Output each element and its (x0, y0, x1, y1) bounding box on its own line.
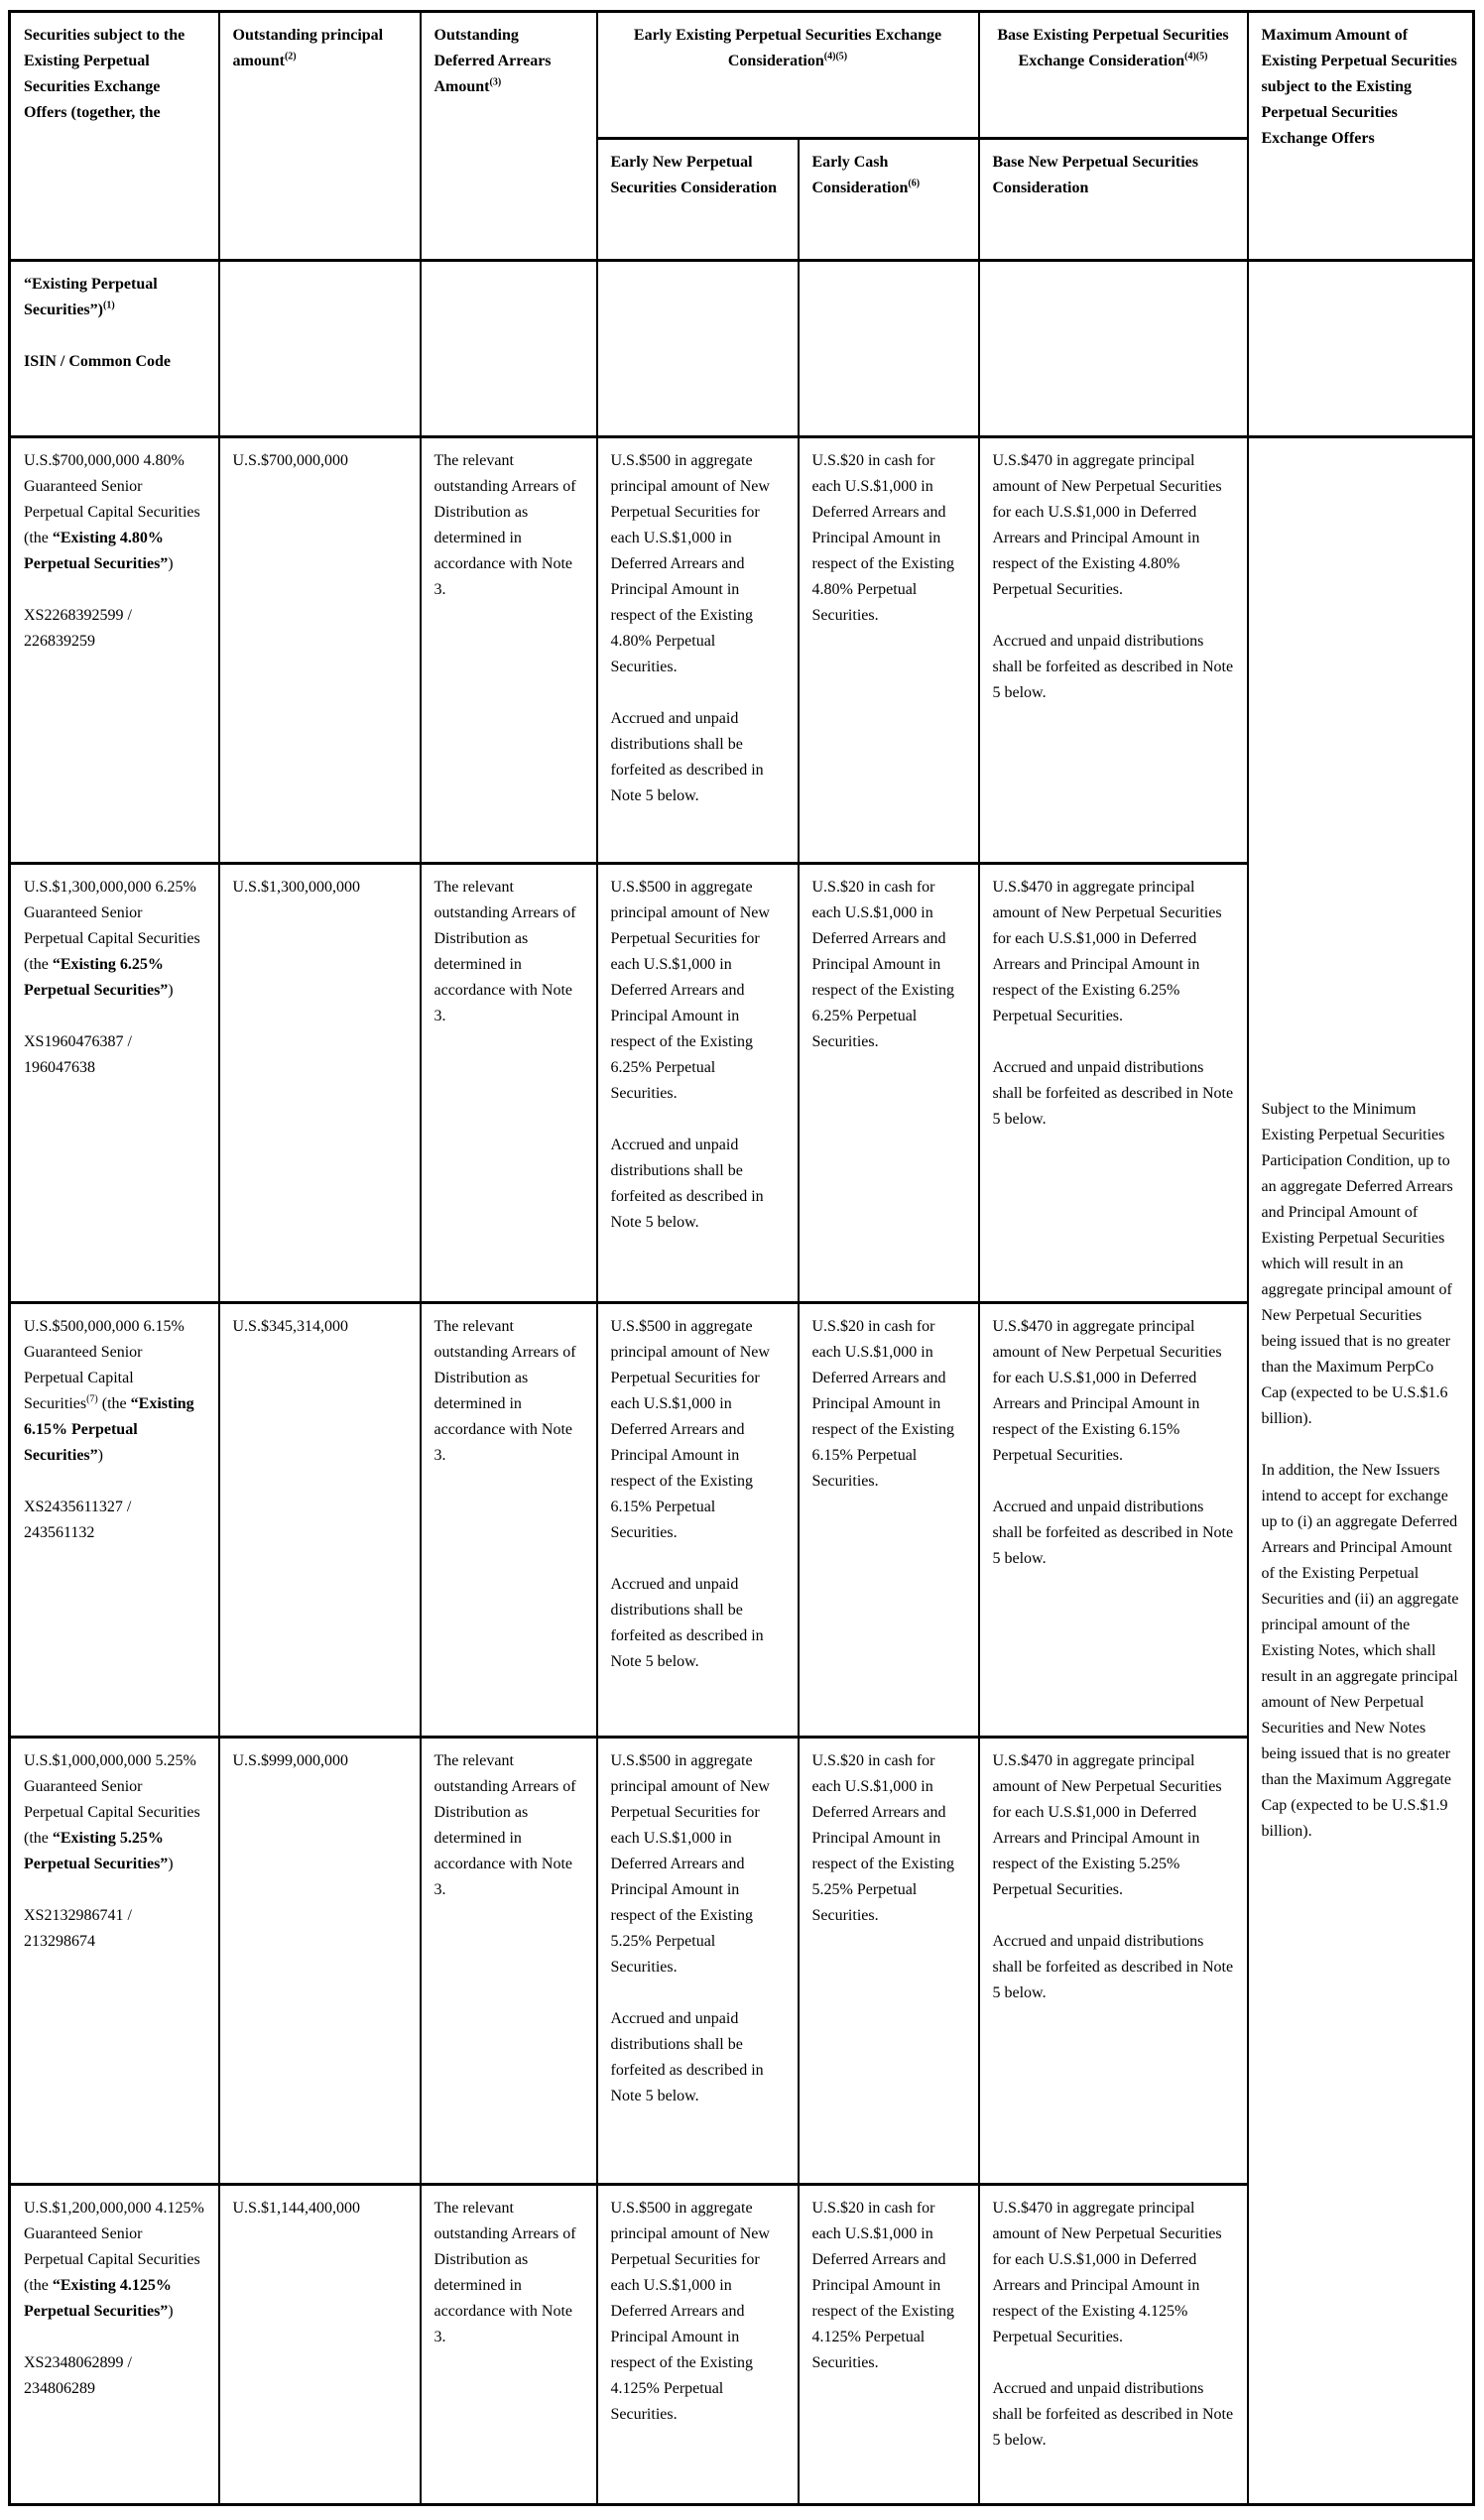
table-row-existing-4-80 (10, 437, 1474, 864)
base-new-consideration-cell: U.S.$470 in aggregate principal amount of New Perpetual Securities for each U.S.$1,000 in Deferred Arrears and Principal Amount in respect of the Existing 4.80% Perpetual Securities. Accrued and unpaid distributions shall be forfeited as described in Note 5 below. (979, 437, 1248, 864)
security-name: U.S.$1,200,000,000 4.125% Guaranteed Senior Perpetual Capital Securities (24, 2200, 204, 2268)
footnote-ref-3: (3) (489, 76, 502, 88)
subheader-base-new-consideration-label: Base New Perpetual Securities Consideration (992, 154, 1199, 196)
header-securities-subject-label: Securities subject to the Existing Perpetual Securities Exchange Offers (together, the (24, 27, 186, 121)
empty-cell (979, 261, 1248, 437)
footnote-ref-4-5b: (4)(5) (1184, 51, 1208, 62)
maximum-amount-cell (1248, 437, 1474, 2505)
security-defined-term: “Existing 5.25% Perpetual Securities” (24, 1830, 169, 1872)
security-name-cell: U.S.$500,000,000 6.15% Guaranteed Senior Perpetual Capital Securities$^{(7)}$ (the “Existing 6.15% Perpetual Securities”) XS2435611327 / 243561132 (10, 1303, 219, 1738)
security-isin: XS2348062899 / 234806289 (24, 2354, 132, 2397)
early-new-consideration-cell: U.S.$500 in aggregate principal amount of New Perpetual Securities for each U.S.$1,000 in Deferred Arrears and Principal Amount in respect of the Existing 6.15% Perpetual Securities. Accrued and unpaid distributions shall be forfeited as described in Note 5 below. (597, 1303, 799, 1738)
header-base-exchange-consideration-label: Base Existing Perpetual Securities Exchange Consideration (997, 27, 1229, 69)
early-cash-consideration-cell: U.S.$20 in cash for each U.S.$1,000 in Deferred Arrears and Principal Amount in respect of the Existing 5.25% Perpetual Securities. (799, 1738, 979, 2185)
early-new-consideration-cell: U.S.$500 in aggregate principal amount of New Perpetual Securities for each U.S.$1,000 in Deferred Arrears and Principal Amount in respect of the Existing 4.80% Perpetual Securities. Accrued and unpaid distributions shall be forfeited as described in Note 5 below. (597, 437, 799, 864)
security-name: U.S.$500,000,000 6.15% Guaranteed Senior Perpetual Capital Securities (24, 1318, 185, 1412)
subheader-early-new-consideration (597, 139, 799, 261)
early-new-consideration-cell: U.S.$500 in aggregate principal amount of New Perpetual Securities for each U.S.$1,000 in Deferred Arrears and Principal Amount in respect of the Existing 6.25% Perpetual Securities. Accrued and unpaid distributions shall be forfeited as described in Note 5 below. (597, 864, 799, 1303)
subheader-early-new-consideration-label: Early New Perpetual Securities Consideration (610, 154, 778, 196)
security-name: U.S.$1,300,000,000 6.25% Guaranteed Senior Perpetual Capital Securities (24, 879, 200, 947)
outstanding-principal-cell: U.S.$345,314,000 (219, 1303, 421, 1738)
security-name-cell: U.S.$1,200,000,000 4.125% Guaranteed Senior Perpetual Capital Securities (the “Existing 4.125% Perpetual Securities”) XS2348062899 / 234806289 (10, 2185, 219, 2505)
security-isin: XS1960476387 / 196047638 (24, 1033, 132, 1076)
security-name-cell: U.S.$700,000,000 4.80% Guaranteed Senior Perpetual Capital Securities (the “Existing 4.80% Perpetual Securities”) XS2268392599 / 226839259 (10, 437, 219, 864)
early-cash-consideration-cell: U.S.$20 in cash for each U.S.$1,000 in Deferred Arrears and Principal Amount in respect of the Existing 4.125% Perpetual Securities. (799, 2185, 979, 2505)
subheader-early-cash-consideration-label: Early Cash Consideration (811, 154, 909, 196)
security-name: U.S.$700,000,000 4.80% Guaranteed Senior Perpetual Capital Securities (24, 452, 200, 521)
empty-cell (597, 261, 799, 437)
security-isin: XS2268392599 / 226839259 (24, 607, 132, 650)
maximum-amount-paragraph-2: In addition, the New Issuers intend to accept for exchange up to (i) an aggregate Deferred Arrears and Principal Amount of the Existing Perpetual Securities and (ii) an aggregate principal amount of the Existing Notes, which shall result in an aggregate principal amount of New Perpetual Securities and New Notes being issued that is no greater than the Maximum Aggregate Cap (expected to be U.S.$1.9 billion). (1261, 1462, 1459, 1840)
empty-cell (1248, 261, 1474, 437)
header-early-exchange-consideration (597, 12, 979, 139)
base-new-consideration-cell: U.S.$470 in aggregate principal amount of New Perpetual Securities for each U.S.$1,000 in Deferred Arrears and Principal Amount in respect of the Existing 4.125% Perpetual Securities. Accrued and unpaid distributions shall be forfeited as described in Note 5 below. (979, 2185, 1248, 2505)
header-outstanding-principal-label: Outstanding principal amount (232, 27, 384, 69)
header-maximum-amount (1248, 12, 1474, 261)
footnote-ref-7: (7) (86, 1393, 98, 1405)
header-outstanding-principal (219, 12, 421, 261)
early-cash-consideration-cell: U.S.$20 in cash for each U.S.$1,000 in Deferred Arrears and Principal Amount in respect of the Existing 6.15% Perpetual Securities. (799, 1303, 979, 1738)
header-row-top (10, 12, 1474, 139)
early-new-consideration-cell: U.S.$500 in aggregate principal amount of New Perpetual Securities for each U.S.$1,000 in Deferred Arrears and Principal Amount in respect of the Existing 4.125% Perpetual Securities. (597, 2185, 799, 2505)
header-outstanding-deferred-arrears-label: Outstanding Deferred Arrears Amount (433, 27, 552, 95)
exchange-offer-table (8, 10, 1475, 2506)
early-cash-consideration-cell: U.S.$20 in cash for each U.S.$1,000 in Deferred Arrears and Principal Amount in respect of the Existing 4.80% Perpetual Securities. (799, 437, 979, 864)
header-securities-subject (10, 12, 219, 261)
outstanding-principal-cell: U.S.$1,300,000,000 (219, 864, 421, 1303)
deferred-arrears-cell: The relevant outstanding Arrears of Distribution as determined in accordance with Note 3. (421, 1303, 597, 1738)
deferred-arrears-cell: The relevant outstanding Arrears of Distribution as determined in accordance with Note 3. (421, 2185, 597, 2505)
early-new-consideration-cell: U.S.$500 in aggregate principal amount of New Perpetual Securities for each U.S.$1,000 in Deferred Arrears and Principal Amount in respect of the Existing 5.25% Perpetual Securities. Accrued and unpaid distributions shall be forfeited as described in Note 5 below. (597, 1738, 799, 2185)
security-defined-term: “Existing 4.125% Perpetual Securities” (24, 2277, 172, 2320)
defined-term-label: “Existing Perpetual Securities”) (24, 276, 158, 318)
header-early-exchange-consideration-label: Early Existing Perpetual Securities Exchange Consideration (633, 27, 942, 69)
maximum-amount-paragraph-1: Subject to the Minimum Existing Perpetual Securities Participation Condition, up to an aggregate Deferred Arrears and Principal Amount of Existing Perpetual Securities which will result in an aggregate principal amount of New Perpetual Securities being issued that is no greater than the Maximum PerpCo Cap (expected to be U.S.$1.6 billion). (1261, 1101, 1453, 1427)
footnote-ref-6: (6) (908, 178, 921, 189)
security-isin: XS2435611327 / 243561132 (24, 1499, 132, 1541)
outstanding-principal-cell: U.S.$1,144,400,000 (219, 2185, 421, 2505)
subheader-base-new-consideration (979, 139, 1248, 261)
defined-term-cell (10, 261, 219, 437)
base-new-consideration-cell: U.S.$470 in aggregate principal amount of New Perpetual Securities for each U.S.$1,000 in Deferred Arrears and Principal Amount in respect of the Existing 6.25% Perpetual Securities. Accrued and unpaid distributions shall be forfeited as described in Note 5 below. (979, 864, 1248, 1303)
header-maximum-amount-label: Maximum Amount of Existing Perpetual Securities subject to the Existing Perpetual Securities Exchange Offers (1261, 27, 1457, 147)
security-defined-term: “Existing 6.25% Perpetual Securities” (24, 956, 169, 999)
base-new-consideration-cell: U.S.$470 in aggregate principal amount of New Perpetual Securities for each U.S.$1,000 in Deferred Arrears and Principal Amount in respect of the Existing 5.25% Perpetual Securities. Accrued and unpaid distributions shall be forfeited as described in Note 5 below. (979, 1738, 1248, 2185)
security-isin: XS2132986741 / 213298674 (24, 1907, 132, 1950)
base-new-consideration-cell: U.S.$470 in aggregate principal amount of New Perpetual Securities for each U.S.$1,000 in Deferred Arrears and Principal Amount in respect of the Existing 6.15% Perpetual Securities. Accrued and unpaid distributions shall be forfeited as described in Note 5 below. (979, 1303, 1248, 1738)
security-name-cell: U.S.$1,000,000,000 5.25% Guaranteed Senior Perpetual Capital Securities (the “Existing 5.25% Perpetual Securities”) XS2132986741 / 213298674 (10, 1738, 219, 2185)
header-base-exchange-consideration (979, 12, 1248, 139)
isin-common-code-label: ISIN / Common Code (24, 353, 172, 370)
security-defined-term: “Existing 4.80% Perpetual Securities” (24, 530, 169, 572)
header-outstanding-deferred-arrears (421, 12, 597, 261)
outstanding-principal-cell: U.S.$999,000,000 (219, 1738, 421, 2185)
deferred-arrears-cell: The relevant outstanding Arrears of Distribution as determined in accordance with Note 3. (421, 437, 597, 864)
deferred-arrears-cell: The relevant outstanding Arrears of Distribution as determined in accordance with Note 3. (421, 864, 597, 1303)
security-defined-term: “Existing 6.15% Perpetual Securities” (24, 1395, 194, 1464)
security-name: U.S.$1,000,000,000 5.25% Guaranteed Senior Perpetual Capital Securities (24, 1752, 200, 1821)
security-name-cell: U.S.$1,300,000,000 6.25% Guaranteed Senior Perpetual Capital Securities (the “Existing 6.25% Perpetual Securities”) XS1960476387 / 196047638 (10, 864, 219, 1303)
early-cash-consideration-cell: U.S.$20 in cash for each U.S.$1,000 in Deferred Arrears and Principal Amount in respect of the Existing 6.25% Perpetual Securities. (799, 864, 979, 1303)
outstanding-principal-cell: U.S.$700,000,000 (219, 437, 421, 864)
subheader-early-cash-consideration (799, 139, 979, 261)
footnote-ref-2: (2) (284, 51, 297, 62)
empty-cell (421, 261, 597, 437)
deferred-arrears-cell: The relevant outstanding Arrears of Distribution as determined in accordance with Note 3. (421, 1738, 597, 2185)
footnote-ref-1: (1) (102, 300, 115, 311)
defined-term-row (10, 261, 1474, 437)
footnote-ref-4-5: (4)(5) (823, 51, 848, 62)
empty-cell (219, 261, 421, 437)
empty-cell (799, 261, 979, 437)
